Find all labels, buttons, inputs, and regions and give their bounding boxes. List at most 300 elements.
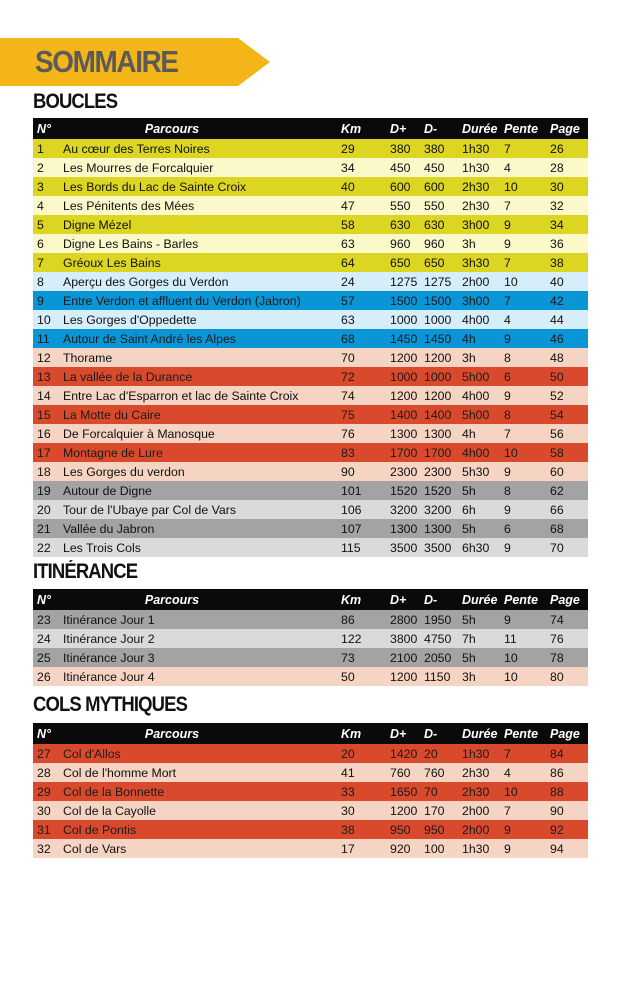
cell-d-minus: 960 [424, 234, 462, 253]
cell-parcours: Itinérance Jour 2 [63, 629, 341, 648]
cell-pente: 7 [504, 253, 550, 272]
cell-page: 66 [550, 500, 588, 519]
page-title: SOMMAIRE [35, 44, 178, 79]
cell-page: 78 [550, 648, 588, 667]
table-row [33, 310, 588, 329]
cell-d-plus: 2300 [390, 462, 424, 481]
cell-parcours: La Motte du Caire [63, 405, 341, 424]
cell-d-minus: 950 [424, 820, 462, 839]
cell-pente: 10 [504, 443, 550, 462]
cell-duree: 6h [462, 500, 504, 519]
cell-num: 11 [33, 329, 63, 348]
cell-km: 34 [341, 158, 390, 177]
cell-d-plus: 2100 [390, 648, 424, 667]
cell-parcours: Digne Mézel [63, 215, 341, 234]
cell-parcours: Col de Vars [63, 839, 341, 858]
cell-num: 31 [33, 820, 63, 839]
table-row [33, 443, 588, 462]
cell-d-plus: 950 [390, 820, 424, 839]
cell-parcours: Col de la Bonnette [63, 782, 341, 801]
table-row [33, 177, 588, 196]
cell-page: 40 [550, 272, 588, 291]
cell-page: 50 [550, 367, 588, 386]
cell-num: 12 [33, 348, 63, 367]
cell-pente: 8 [504, 405, 550, 424]
cell-pente: 7 [504, 139, 550, 158]
cell-num: 18 [33, 462, 63, 481]
cell-num: 24 [33, 629, 63, 648]
cell-num: 25 [33, 648, 63, 667]
section-title-boucles: BOUCLES [33, 90, 118, 113]
cell-duree: 6h30 [462, 538, 504, 557]
cell-pente: 9 [504, 386, 550, 405]
cell-d-minus: 70 [424, 782, 462, 801]
table-header-row [33, 589, 588, 610]
cell-km: 47 [341, 196, 390, 215]
cell-num: 1 [33, 139, 63, 158]
cell-d-minus: 1275 [424, 272, 462, 291]
table-row [33, 801, 588, 820]
cell-d-minus: 450 [424, 158, 462, 177]
table-header-row [33, 723, 588, 744]
cell-page: 54 [550, 405, 588, 424]
cell-page: 80 [550, 667, 588, 686]
cell-pente: 4 [504, 763, 550, 782]
cell-duree: 5h30 [462, 462, 504, 481]
cell-page: 74 [550, 610, 588, 629]
cell-km: 90 [341, 462, 390, 481]
table-row [33, 234, 588, 253]
column-header-duree: Durée [462, 723, 504, 744]
cell-pente: 4 [504, 310, 550, 329]
section-title-itinerance: ITINÉRANCE [33, 560, 138, 583]
cell-d-plus: 1200 [390, 667, 424, 686]
cell-d-plus: 380 [390, 139, 424, 158]
cell-parcours: Les Gorges d'Oppedette [63, 310, 341, 329]
cell-page: 92 [550, 820, 588, 839]
column-header-parcours: Parcours [63, 118, 341, 139]
cell-d-minus: 1000 [424, 367, 462, 386]
cell-num: 32 [33, 839, 63, 858]
cell-page: 26 [550, 139, 588, 158]
cell-km: 20 [341, 744, 390, 763]
cell-parcours: Thorame [63, 348, 341, 367]
cell-km: 76 [341, 424, 390, 443]
cell-km: 122 [341, 629, 390, 648]
cell-parcours: Les Gorges du verdon [63, 462, 341, 481]
table-row [33, 839, 588, 858]
cell-d-plus: 600 [390, 177, 424, 196]
column-header-num: N° [33, 589, 63, 610]
cell-pente: 9 [504, 610, 550, 629]
cell-d-minus: 1300 [424, 519, 462, 538]
cell-parcours: Montagne de Lure [63, 443, 341, 462]
cell-d-plus: 1200 [390, 386, 424, 405]
cell-num: 17 [33, 443, 63, 462]
column-header-pente: Pente [504, 589, 550, 610]
column-header-page: Page [550, 118, 588, 139]
cell-d-plus: 2800 [390, 610, 424, 629]
cell-d-minus: 1150 [424, 667, 462, 686]
cell-pente: 9 [504, 234, 550, 253]
cell-km: 30 [341, 801, 390, 820]
cell-page: 46 [550, 329, 588, 348]
cell-d-minus: 1000 [424, 310, 462, 329]
cell-parcours: Vallée du Jabron [63, 519, 341, 538]
cell-page: 60 [550, 462, 588, 481]
column-header-page: Page [550, 723, 588, 744]
cell-page: 94 [550, 839, 588, 858]
cell-d-minus: 550 [424, 196, 462, 215]
cell-pente: 6 [504, 367, 550, 386]
cell-duree: 5h [462, 519, 504, 538]
table-header-row [33, 118, 588, 139]
cell-d-minus: 1200 [424, 386, 462, 405]
column-header-d-plus: D+ [390, 723, 424, 744]
cell-d-plus: 1520 [390, 481, 424, 500]
cell-pente: 4 [504, 158, 550, 177]
table-row [33, 329, 588, 348]
cell-d-minus: 1500 [424, 291, 462, 310]
cell-d-plus: 1400 [390, 405, 424, 424]
cell-d-plus: 650 [390, 253, 424, 272]
cell-d-plus: 3200 [390, 500, 424, 519]
column-header-d-plus: D+ [390, 589, 424, 610]
cell-km: 75 [341, 405, 390, 424]
cell-km: 17 [341, 839, 390, 858]
table-itinerance [33, 589, 588, 686]
cell-parcours: Les Bords du Lac de Sainte Croix [63, 177, 341, 196]
cell-num: 4 [33, 196, 63, 215]
cell-km: 86 [341, 610, 390, 629]
cell-d-plus: 920 [390, 839, 424, 858]
cell-duree: 7h [462, 629, 504, 648]
cell-duree: 1h30 [462, 158, 504, 177]
cell-parcours: Digne Les Bains - Barles [63, 234, 341, 253]
cell-duree: 2h30 [462, 782, 504, 801]
cell-page: 34 [550, 215, 588, 234]
column-header-num: N° [33, 723, 63, 744]
table-row [33, 158, 588, 177]
cell-d-minus: 600 [424, 177, 462, 196]
cell-num: 28 [33, 763, 63, 782]
cell-km: 70 [341, 348, 390, 367]
cell-d-plus: 1300 [390, 424, 424, 443]
column-header-pente: Pente [504, 723, 550, 744]
cell-page: 52 [550, 386, 588, 405]
cell-d-plus: 630 [390, 215, 424, 234]
cell-duree: 4h00 [462, 386, 504, 405]
table-boucles [33, 118, 588, 557]
cell-duree: 5h00 [462, 405, 504, 424]
cell-km: 74 [341, 386, 390, 405]
cell-page: 38 [550, 253, 588, 272]
cell-num: 9 [33, 291, 63, 310]
table-row [33, 744, 588, 763]
cell-parcours: Entre Verdon et affluent du Verdon (Jabron) [63, 291, 341, 310]
table-row [33, 386, 588, 405]
table-row [33, 405, 588, 424]
cell-parcours: Col de Pontis [63, 820, 341, 839]
cell-d-plus: 450 [390, 158, 424, 177]
cell-pente: 7 [504, 424, 550, 443]
cell-parcours: Itinérance Jour 4 [63, 667, 341, 686]
cell-page: 28 [550, 158, 588, 177]
cell-duree: 4h00 [462, 443, 504, 462]
cell-d-plus: 1500 [390, 291, 424, 310]
cell-parcours: Col de la Cayolle [63, 801, 341, 820]
cell-duree: 3h30 [462, 253, 504, 272]
cell-num: 13 [33, 367, 63, 386]
table-row [33, 196, 588, 215]
cell-duree: 5h [462, 481, 504, 500]
cell-num: 19 [33, 481, 63, 500]
title-banner [0, 38, 270, 86]
table-row [33, 667, 588, 686]
cell-d-minus: 2300 [424, 462, 462, 481]
cell-duree: 2h00 [462, 820, 504, 839]
cell-duree: 1h30 [462, 839, 504, 858]
cell-pente: 10 [504, 782, 550, 801]
cell-parcours: Col de l'homme Mort [63, 763, 341, 782]
cell-d-minus: 170 [424, 801, 462, 820]
column-header-d-minus: D- [424, 118, 462, 139]
cell-num: 3 [33, 177, 63, 196]
cell-num: 6 [33, 234, 63, 253]
cell-parcours: Itinérance Jour 3 [63, 648, 341, 667]
cell-duree: 3h [462, 667, 504, 686]
cell-d-minus: 630 [424, 215, 462, 234]
table-row [33, 462, 588, 481]
cell-km: 106 [341, 500, 390, 519]
cell-parcours: Col d'Allos [63, 744, 341, 763]
cell-km: 73 [341, 648, 390, 667]
cell-duree: 3h [462, 234, 504, 253]
cell-d-plus: 1200 [390, 348, 424, 367]
cell-num: 21 [33, 519, 63, 538]
cell-page: 30 [550, 177, 588, 196]
column-header-d-plus: D+ [390, 118, 424, 139]
column-header-page: Page [550, 589, 588, 610]
cell-d-plus: 550 [390, 196, 424, 215]
table-row [33, 272, 588, 291]
cell-page: 70 [550, 538, 588, 557]
cell-pente: 9 [504, 538, 550, 557]
column-header-num: N° [33, 118, 63, 139]
table-row [33, 424, 588, 443]
cell-km: 107 [341, 519, 390, 538]
cell-duree: 2h00 [462, 272, 504, 291]
table-row [33, 500, 588, 519]
cell-duree: 4h [462, 424, 504, 443]
cell-parcours: Autour de Digne [63, 481, 341, 500]
table-row [33, 629, 588, 648]
table-row [33, 215, 588, 234]
cell-num: 5 [33, 215, 63, 234]
cell-d-minus: 1200 [424, 348, 462, 367]
cell-d-plus: 1275 [390, 272, 424, 291]
cell-pente: 9 [504, 329, 550, 348]
table-row [33, 253, 588, 272]
cell-page: 32 [550, 196, 588, 215]
cell-d-plus: 1300 [390, 519, 424, 538]
cell-page: 44 [550, 310, 588, 329]
cell-pente: 10 [504, 272, 550, 291]
cell-duree: 1h30 [462, 139, 504, 158]
column-header-km: Km [341, 723, 390, 744]
cell-duree: 2h30 [462, 196, 504, 215]
cell-pente: 7 [504, 744, 550, 763]
cell-duree: 2h30 [462, 177, 504, 196]
cell-d-minus: 100 [424, 839, 462, 858]
cell-d-minus: 2050 [424, 648, 462, 667]
cell-duree: 5h00 [462, 367, 504, 386]
table-row [33, 481, 588, 500]
cell-parcours: Les Trois Cols [63, 538, 341, 557]
cell-d-minus: 1950 [424, 610, 462, 629]
table-row [33, 367, 588, 386]
cell-num: 10 [33, 310, 63, 329]
cell-d-plus: 3500 [390, 538, 424, 557]
cell-d-plus: 1650 [390, 782, 424, 801]
cell-parcours: Itinérance Jour 1 [63, 610, 341, 629]
cell-num: 27 [33, 744, 63, 763]
cell-d-minus: 3200 [424, 500, 462, 519]
cell-km: 72 [341, 367, 390, 386]
cell-km: 33 [341, 782, 390, 801]
cell-km: 63 [341, 234, 390, 253]
column-header-parcours: Parcours [63, 723, 341, 744]
table-row [33, 348, 588, 367]
column-header-km: Km [341, 589, 390, 610]
cell-d-minus: 650 [424, 253, 462, 272]
cell-duree: 4h00 [462, 310, 504, 329]
table-row [33, 291, 588, 310]
cell-pente: 7 [504, 801, 550, 820]
cell-km: 38 [341, 820, 390, 839]
column-header-d-minus: D- [424, 723, 462, 744]
cell-parcours: Au cœur des Terres Noires [63, 139, 341, 158]
cell-d-minus: 1450 [424, 329, 462, 348]
column-header-d-minus: D- [424, 589, 462, 610]
cell-num: 8 [33, 272, 63, 291]
column-header-duree: Durée [462, 118, 504, 139]
cell-parcours: Les Mourres de Forcalquier [63, 158, 341, 177]
cell-num: 16 [33, 424, 63, 443]
cell-page: 76 [550, 629, 588, 648]
cell-page: 48 [550, 348, 588, 367]
cell-pente: 6 [504, 519, 550, 538]
table-row [33, 763, 588, 782]
column-header-duree: Durée [462, 589, 504, 610]
cell-duree: 3h [462, 348, 504, 367]
cell-page: 58 [550, 443, 588, 462]
column-header-parcours: Parcours [63, 589, 341, 610]
cell-num: 14 [33, 386, 63, 405]
cell-km: 115 [341, 538, 390, 557]
cell-km: 68 [341, 329, 390, 348]
cell-duree: 5h [462, 610, 504, 629]
column-header-km: Km [341, 118, 390, 139]
cell-d-plus: 1420 [390, 744, 424, 763]
cell-duree: 5h [462, 648, 504, 667]
cell-num: 15 [33, 405, 63, 424]
cell-num: 30 [33, 801, 63, 820]
cell-km: 24 [341, 272, 390, 291]
cell-pente: 9 [504, 462, 550, 481]
cell-pente: 10 [504, 648, 550, 667]
cell-page: 90 [550, 801, 588, 820]
cell-km: 50 [341, 667, 390, 686]
table-row [33, 782, 588, 801]
cell-km: 57 [341, 291, 390, 310]
cell-duree: 1h30 [462, 744, 504, 763]
cell-num: 26 [33, 667, 63, 686]
table-cols-mythiques [33, 723, 588, 858]
cell-d-minus: 760 [424, 763, 462, 782]
cell-d-plus: 760 [390, 763, 424, 782]
cell-d-plus: 1200 [390, 801, 424, 820]
cell-d-plus: 1000 [390, 367, 424, 386]
cell-pente: 8 [504, 481, 550, 500]
cell-d-minus: 4750 [424, 629, 462, 648]
cell-duree: 4h [462, 329, 504, 348]
cell-page: 56 [550, 424, 588, 443]
cell-km: 63 [341, 310, 390, 329]
cell-km: 58 [341, 215, 390, 234]
cell-pente: 9 [504, 820, 550, 839]
cell-parcours: Tour de l'Ubaye par Col de Vars [63, 500, 341, 519]
table-row [33, 610, 588, 629]
table-row [33, 648, 588, 667]
cell-duree: 2h30 [462, 763, 504, 782]
cell-pente: 9 [504, 839, 550, 858]
cell-parcours: Gréoux Les Bains [63, 253, 341, 272]
cell-km: 64 [341, 253, 390, 272]
cell-d-minus: 1400 [424, 405, 462, 424]
cell-km: 101 [341, 481, 390, 500]
cell-pente: 11 [504, 629, 550, 648]
cell-d-minus: 1520 [424, 481, 462, 500]
section-title-cols-mythiques: COLS MYTHIQUES [33, 693, 188, 716]
cell-page: 84 [550, 744, 588, 763]
cell-d-minus: 3500 [424, 538, 462, 557]
cell-pente: 8 [504, 348, 550, 367]
cell-duree: 2h00 [462, 801, 504, 820]
cell-km: 41 [341, 763, 390, 782]
table-row [33, 538, 588, 557]
cell-page: 86 [550, 763, 588, 782]
cell-num: 22 [33, 538, 63, 557]
cell-page: 42 [550, 291, 588, 310]
cell-pente: 7 [504, 196, 550, 215]
cell-d-plus: 1450 [390, 329, 424, 348]
cell-num: 2 [33, 158, 63, 177]
cell-pente: 9 [504, 215, 550, 234]
cell-page: 36 [550, 234, 588, 253]
cell-page: 88 [550, 782, 588, 801]
cell-pente: 10 [504, 667, 550, 686]
cell-pente: 10 [504, 177, 550, 196]
cell-pente: 7 [504, 291, 550, 310]
cell-parcours: Entre Lac d'Esparron et lac de Sainte Croix [63, 386, 341, 405]
cell-parcours: De Forcalquier à Manosque [63, 424, 341, 443]
cell-d-minus: 20 [424, 744, 462, 763]
cell-page: 62 [550, 481, 588, 500]
cell-d-minus: 1300 [424, 424, 462, 443]
column-header-pente: Pente [504, 118, 550, 139]
cell-parcours: Autour de Saint André les Alpes [63, 329, 341, 348]
